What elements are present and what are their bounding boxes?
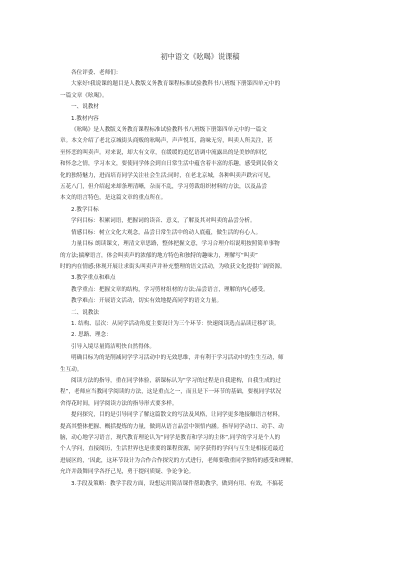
body-line: 学问目标：积累词语，把握词的读音、意义，了解及其对叫卖的品尝分析。 xyxy=(71,218,256,225)
body-line: 章。本文介绍了老北京城街头商贩的吆喝声，声声悦耳，韵味无穷，叫卖人所关注，甚 xyxy=(60,138,273,145)
body-line: 明确目标为的是削减同学学习活动中的无效思维，并有利于学习活动中的生生互动，师 xyxy=(71,355,284,362)
body-line: 舍得花时间，同学阅读方法的指导形式要多样。 xyxy=(60,400,178,407)
document-title: 初中语文《吆喝》说课稿 xyxy=(160,52,240,61)
body-line: 提问探究，目的是引导同学了解这篇散文的写法及风格，让同学更多地接触语言材料， xyxy=(71,412,284,419)
body-line: 情感目标：树立文化大观念，品尝日常生活中的动人底蕴，做生活的有心人。 xyxy=(71,229,262,236)
body-line: 3.手段及策略：教学手段方面，设想运用简洁课件帮助教学，做到有用、有效，不搞花 xyxy=(71,480,284,487)
body-line: 引导入境尽量简洁明快自然得体。 xyxy=(71,343,155,350)
body-line: 2.教学目标 xyxy=(71,206,99,213)
body-line: 大家好!我说课的题目是人教版义务教育课程标准试验教科书八班级下册第四单元中的 xyxy=(71,81,281,88)
body-line: 二、说教法 xyxy=(71,309,99,316)
body-line: 脑，动心地学习语言，现代教育理论认为“同学是教育和学习的主体”,同学的学习是个人的 xyxy=(60,435,281,441)
body-line: 《吆喝》是人教版义务教育课程标准试验教科书八班级下册第四单元中的一篇文 xyxy=(71,127,267,134)
body-line: 1.教材内容 xyxy=(71,115,99,122)
body-line: 提高其整体把握、概括提炼的力量，做到从语言品尝中领悟内涵。指导同学动口、动手、动 xyxy=(60,423,284,430)
body-line: 个人学问，直接阅历，生活世界也是重要的课程资源，同学获得的学问与互生是相接近最近 xyxy=(60,446,284,453)
body-line: 允许并鼓舞同学各抒己见，勇于提问质疑、争论争论。 xyxy=(60,469,195,476)
body-line: 教学难点：开展语文活动，切实有效地提高同学的语文力量。 xyxy=(71,298,223,305)
body-line: 五花八门，但介绍起来却条理清晰，杂而不乱，学习剪裁组织材料的方法，以及品尝 xyxy=(60,184,267,191)
body-line: 和怀念之情，学习本文，要使同学体会到自日常生活中蕴含着丰富的乐趣，感受到民俗文 xyxy=(60,161,279,168)
body-line: 生互动。 xyxy=(60,366,83,373)
body-line: 2. 思路、理念： xyxy=(71,332,112,339)
body-line: 一篇文章《吆喝》。 xyxy=(60,92,108,99)
body-line: 阅读方法的指导，重在同学体验，新课标认为“学习的过程是自我建构，自我生成的过 xyxy=(71,377,281,384)
body-line: 化的独特魅力，进而培育同学关注社会生活;同时，在老北京城，各种叫卖声跌宕可见， xyxy=(60,172,275,179)
body-line: 3.教学重点和难点 xyxy=(71,275,116,282)
body-line: 各位评委、老师们： xyxy=(71,70,122,76)
body-line: 的方法;揣摩语言，体会叫卖声的浓郁的地方特色和独特的趣味力，理解写“叫卖” xyxy=(60,252,258,259)
body-line: 进展区的，‘因此，这环节设计为合作合作探究的方式进行，老师要敬重同学独特的感受和理解， xyxy=(60,457,297,464)
document-body xyxy=(60,68,352,490)
body-line: 程”，老师应当教同学阅读的方法，这是重点之一，而且是下一环节的基础，要视同学状况 xyxy=(60,389,282,396)
body-line: 力量目标 朗读课文，理清文章思路，整体把握文意，学习合理介绍说明按照简单事物 xyxy=(71,241,280,248)
body-line: 教学重点：把握文章的结构，学习剪材组材的方法;品尝语言，理解的内心感受。 xyxy=(71,286,269,293)
body-line: 1. 结构、层次：从同学活动角度主要设计为三个环节：快速阅读选点品读迁移扩读。 xyxy=(71,320,280,327)
body-line: 本文的语言特色，是这篇文章的重点所在。 xyxy=(60,195,167,202)
body-line: 一、说教材 xyxy=(71,104,99,111)
body-line: 时的内在情感;体现开展让求街头叫卖声并补充整理的语文活动，为收获文化提供广阔资源。 xyxy=(60,263,286,270)
body-line: 至怀恋的叫卖声。对来说，却大有文章，在缓缓的追忆语调中流露出的是美妙的回忆 xyxy=(60,149,267,156)
